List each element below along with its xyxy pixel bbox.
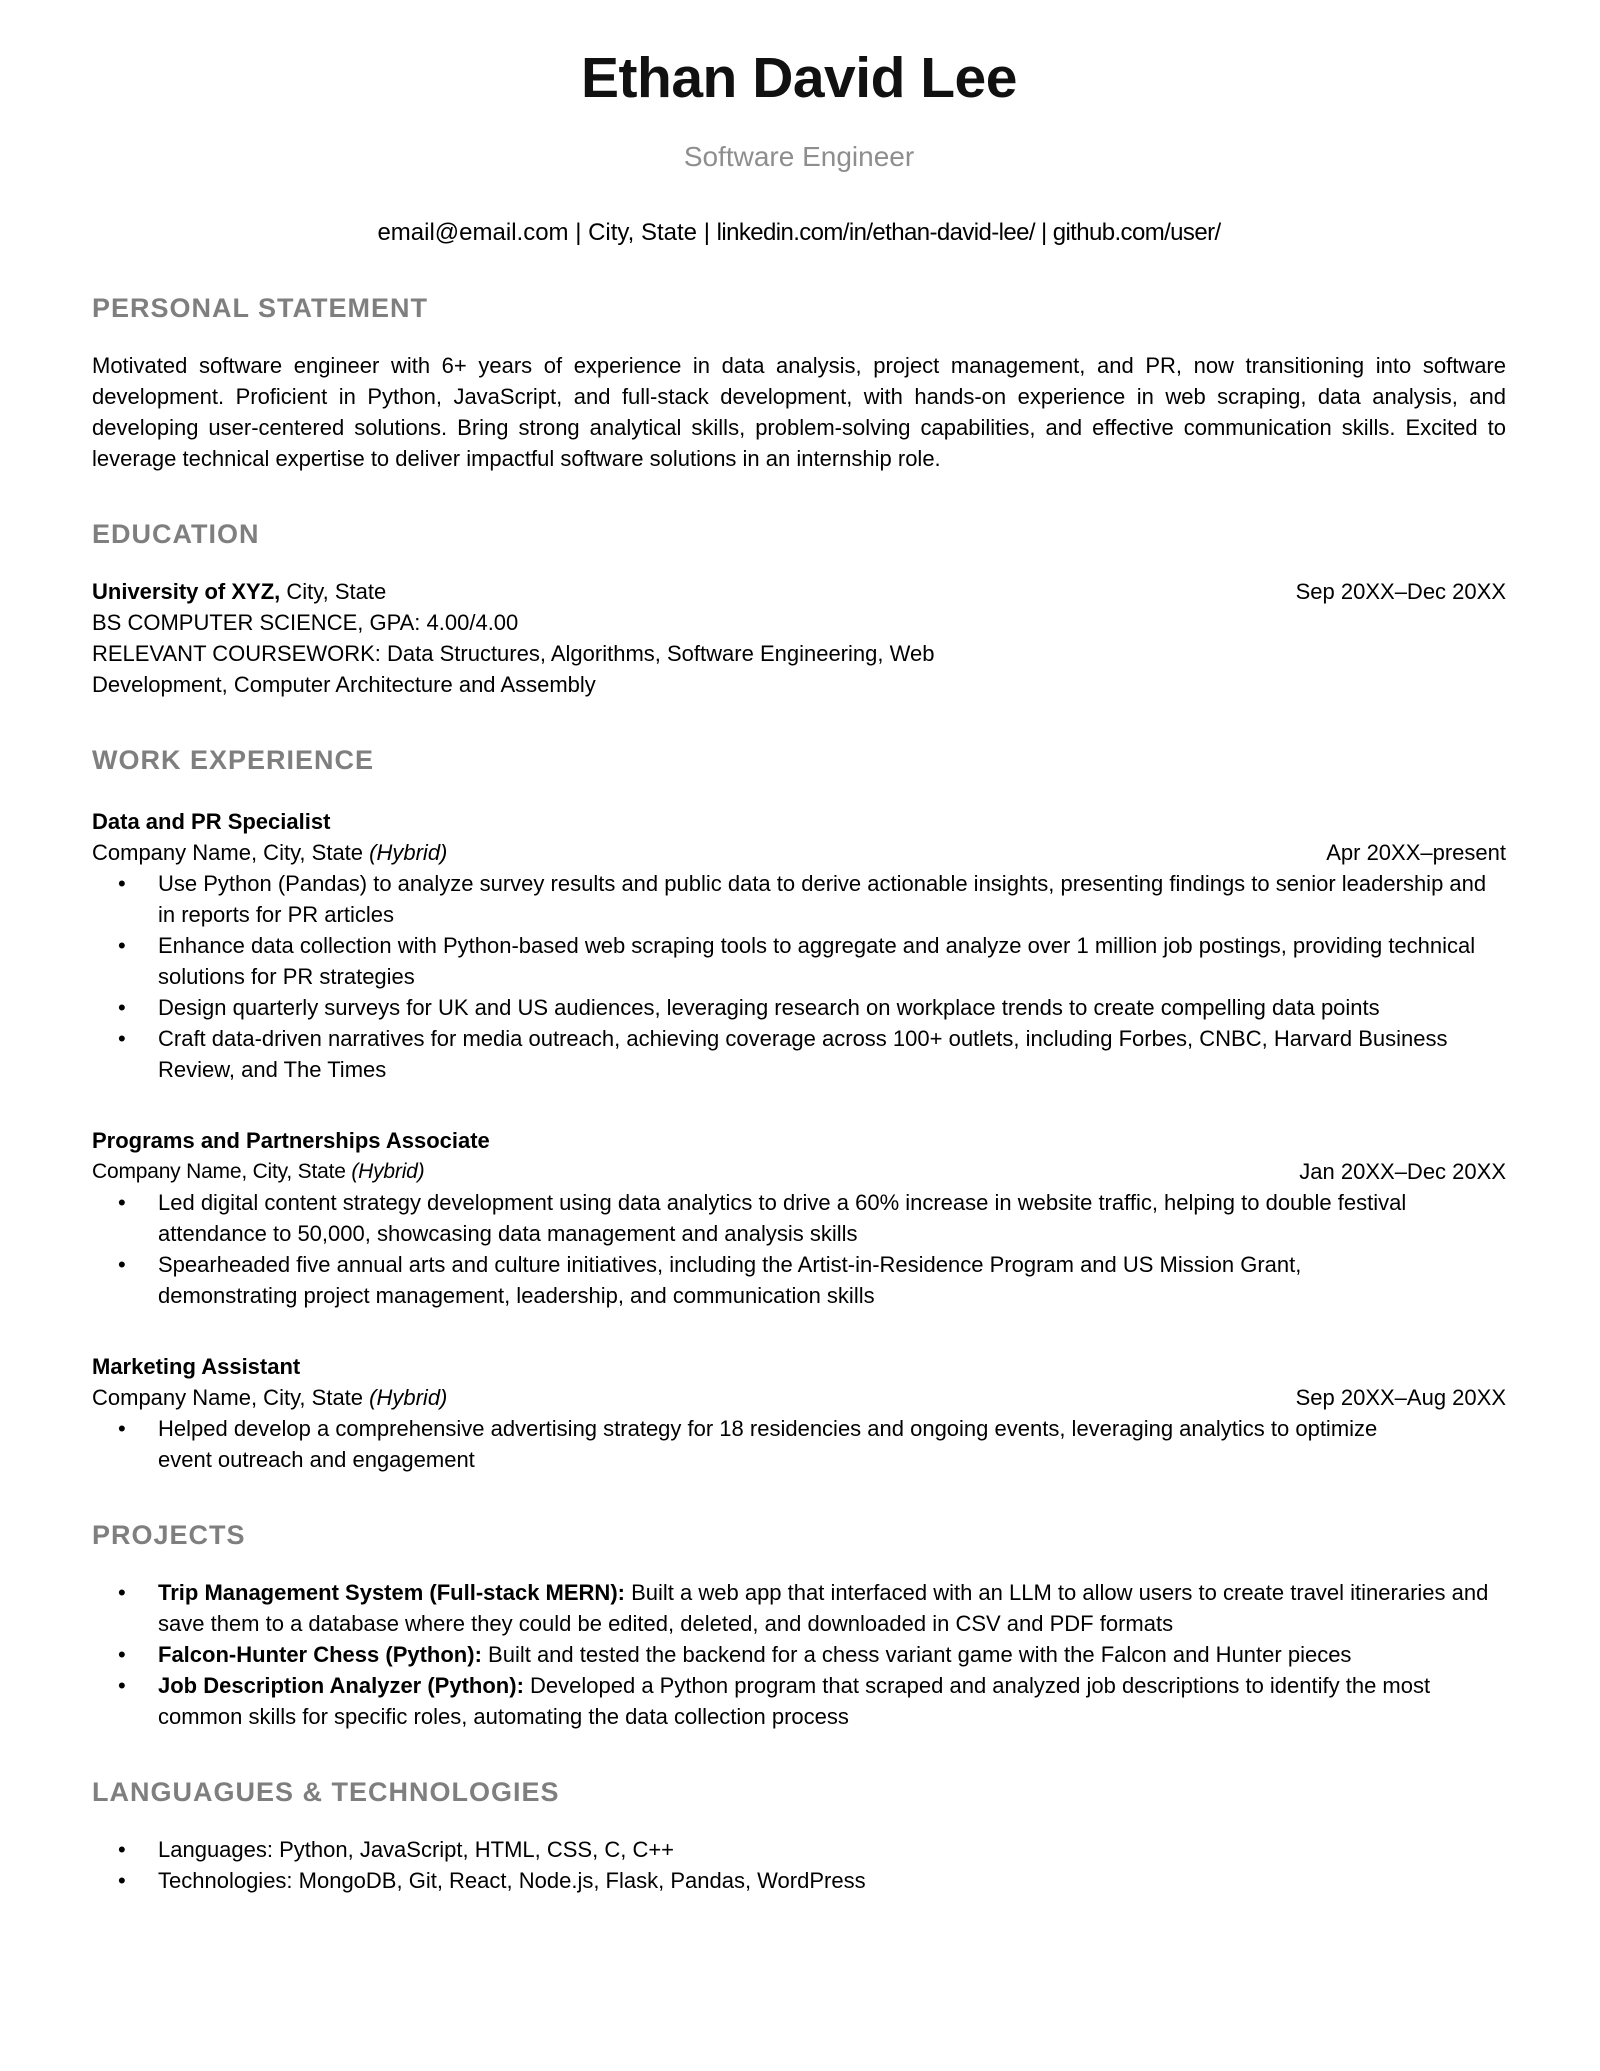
school-location: City, State [286, 579, 387, 604]
coursework-line: RELEVANT COURSEWORK: Data Structures, Algorithms, Software Engineering, Web Development, Computer Architecture and Assembly [92, 641, 935, 697]
job-bullet-list [92, 1187, 1506, 1311]
job-bullet: • Craft data-driven narratives for media outreach, achieving coverage across 100+ outlets, including Forbes, CNBC, Harvard Business Review, and The Times [92, 1023, 1506, 1085]
job-entry-programs-partnerships-associate [92, 1125, 1506, 1311]
contact-email-location: email@email.com | City, State | [377, 219, 710, 246]
job-dates: Jan 20XX–Dec 20XX [1299, 1159, 1506, 1184]
project-label: Falcon-Hunter Chess (Python): [158, 1642, 482, 1667]
candidate-job-title: Software Engineer [683, 141, 915, 172]
project-item [92, 1577, 1506, 1639]
project-label: Trip Management System (Full-stack MERN): [158, 1580, 625, 1605]
work-mode: (Hybrid) [369, 1385, 448, 1410]
work-experience-heading: WORK EXPERIENCE [92, 745, 375, 775]
degree-line: BS COMPUTER SCIENCE, GPA: 4.00/4.00 [92, 610, 519, 635]
company-line [92, 1382, 447, 1413]
project-list [92, 1577, 1506, 1732]
company-name: Company Name, City, State [92, 1385, 364, 1410]
skill-item-languages: • Languages: Python, JavaScript, HTML, CSS, C, C++ [92, 1834, 1506, 1865]
job-title: Marketing Assistant [92, 1354, 301, 1379]
company-row [92, 1156, 1506, 1187]
job-entry-data-pr-specialist [92, 806, 1506, 1085]
project-description: Built a web app that interfaced with an LLM to allow users to create travel itineraries and save them to a database where they could be edited, deleted, and downloaded in CSV and PDF formats [158, 1580, 1489, 1636]
job-bullet-list [92, 1413, 1506, 1475]
company-name: Company Name, City, State [92, 840, 364, 865]
job-bullet: • Use Python (Pandas) to analyze survey results and public data to derive actionable insights, presenting findings to senior leadership and in reports for PR articles [92, 868, 1506, 930]
job-bullet: • Enhance data collection with Python-based web scraping tools to aggregate and analyze over 1 million job postings, providing technical solutions for PR strategies [92, 930, 1506, 992]
job-bullet: • Spearheaded five annual arts and culture initiatives, including the Artist-in-Residence Program and US Mission Grant, demonstrating project management, leadership, and communication skills [92, 1249, 1408, 1311]
company-row [92, 837, 1506, 868]
project-label: Job Description Analyzer (Python): [158, 1673, 524, 1698]
job-title: Data and PR Specialist [92, 809, 331, 834]
work-mode: (Hybrid) [351, 1160, 425, 1183]
section-languages-technologies [92, 1776, 1506, 1896]
skills-list [92, 1834, 1506, 1896]
job-dates: Apr 20XX–present [1326, 840, 1506, 865]
education-dates: Sep 20XX–Dec 20XX [1295, 579, 1506, 604]
project-item [92, 1639, 1506, 1670]
job-title: Programs and Partnerships Associate [92, 1128, 490, 1153]
job-bullet: • Design quarterly surveys for UK and US audiences, leveraging research on workplace trends to create compelling data points [92, 992, 1506, 1023]
section-projects [92, 1519, 1506, 1732]
contact-links: linkedin.com/in/ethan-david-lee/ | github.com/user/ [716, 219, 1221, 246]
school-line [92, 576, 386, 607]
section-work-experience [92, 744, 1506, 1475]
company-row [92, 1382, 1506, 1413]
section-personal-statement [92, 292, 1506, 474]
work-mode: (Hybrid) [369, 840, 448, 865]
languages-technologies-heading: LANGUAGUES & TECHNOLOGIES [92, 1777, 560, 1807]
candidate-name: Ethan David Lee [581, 46, 1017, 110]
company-line [92, 1156, 424, 1187]
resume-header [92, 46, 1506, 248]
project-description: Built and tested the backend for a chess variant game with the Falcon and Hunter pieces [488, 1642, 1352, 1667]
education-row [92, 576, 1506, 607]
company-name: Company Name, City, State [92, 1160, 346, 1183]
personal-statement-heading: PERSONAL STATEMENT [92, 293, 429, 323]
projects-heading: PROJECTS [92, 1520, 246, 1550]
job-entry-marketing-assistant [92, 1351, 1506, 1475]
section-education [92, 518, 1506, 700]
project-description: Developed a Python program that scraped and analyzed job descriptions to identify the most common skills for specific roles, automating the data collection process [158, 1673, 1431, 1729]
project-item [92, 1670, 1506, 1732]
job-bullet: • Helped develop a comprehensive advertising strategy for 18 residencies and ongoing events, leveraging analytics to optimize event outreach and engagement [92, 1413, 1408, 1475]
company-line [92, 837, 447, 868]
education-heading: EDUCATION [92, 519, 260, 549]
school-name: University of XYZ, [92, 579, 281, 604]
education-entry [92, 576, 1506, 700]
job-bullet: • Led digital content strategy development using data analytics to drive a 60% increase in website traffic, helping to double festival attendance to 50,000, showcasing data management and analysis skills [92, 1187, 1408, 1249]
skill-item-technologies: • Technologies: MongoDB, Git, React, Node.js, Flask, Pandas, WordPress [92, 1865, 1506, 1896]
contact-line [92, 218, 1506, 248]
job-dates: Sep 20XX–Aug 20XX [1295, 1385, 1506, 1410]
job-bullet-list [92, 868, 1506, 1085]
personal-statement-text: Motivated software engineer with 6+ years of experience in data analysis, project management, and PR, now transitioning into software development. Proficient in Python, JavaScript, and full-stack development, with hands-on experience in web scraping, data analysis, and developing user-centered solutions. Bring strong analytical skills, problem-solving capabilities, and effective communication skills. Excited to leverage technical expertise to deliver impactful software solutions in an internship role. [92, 353, 1506, 471]
